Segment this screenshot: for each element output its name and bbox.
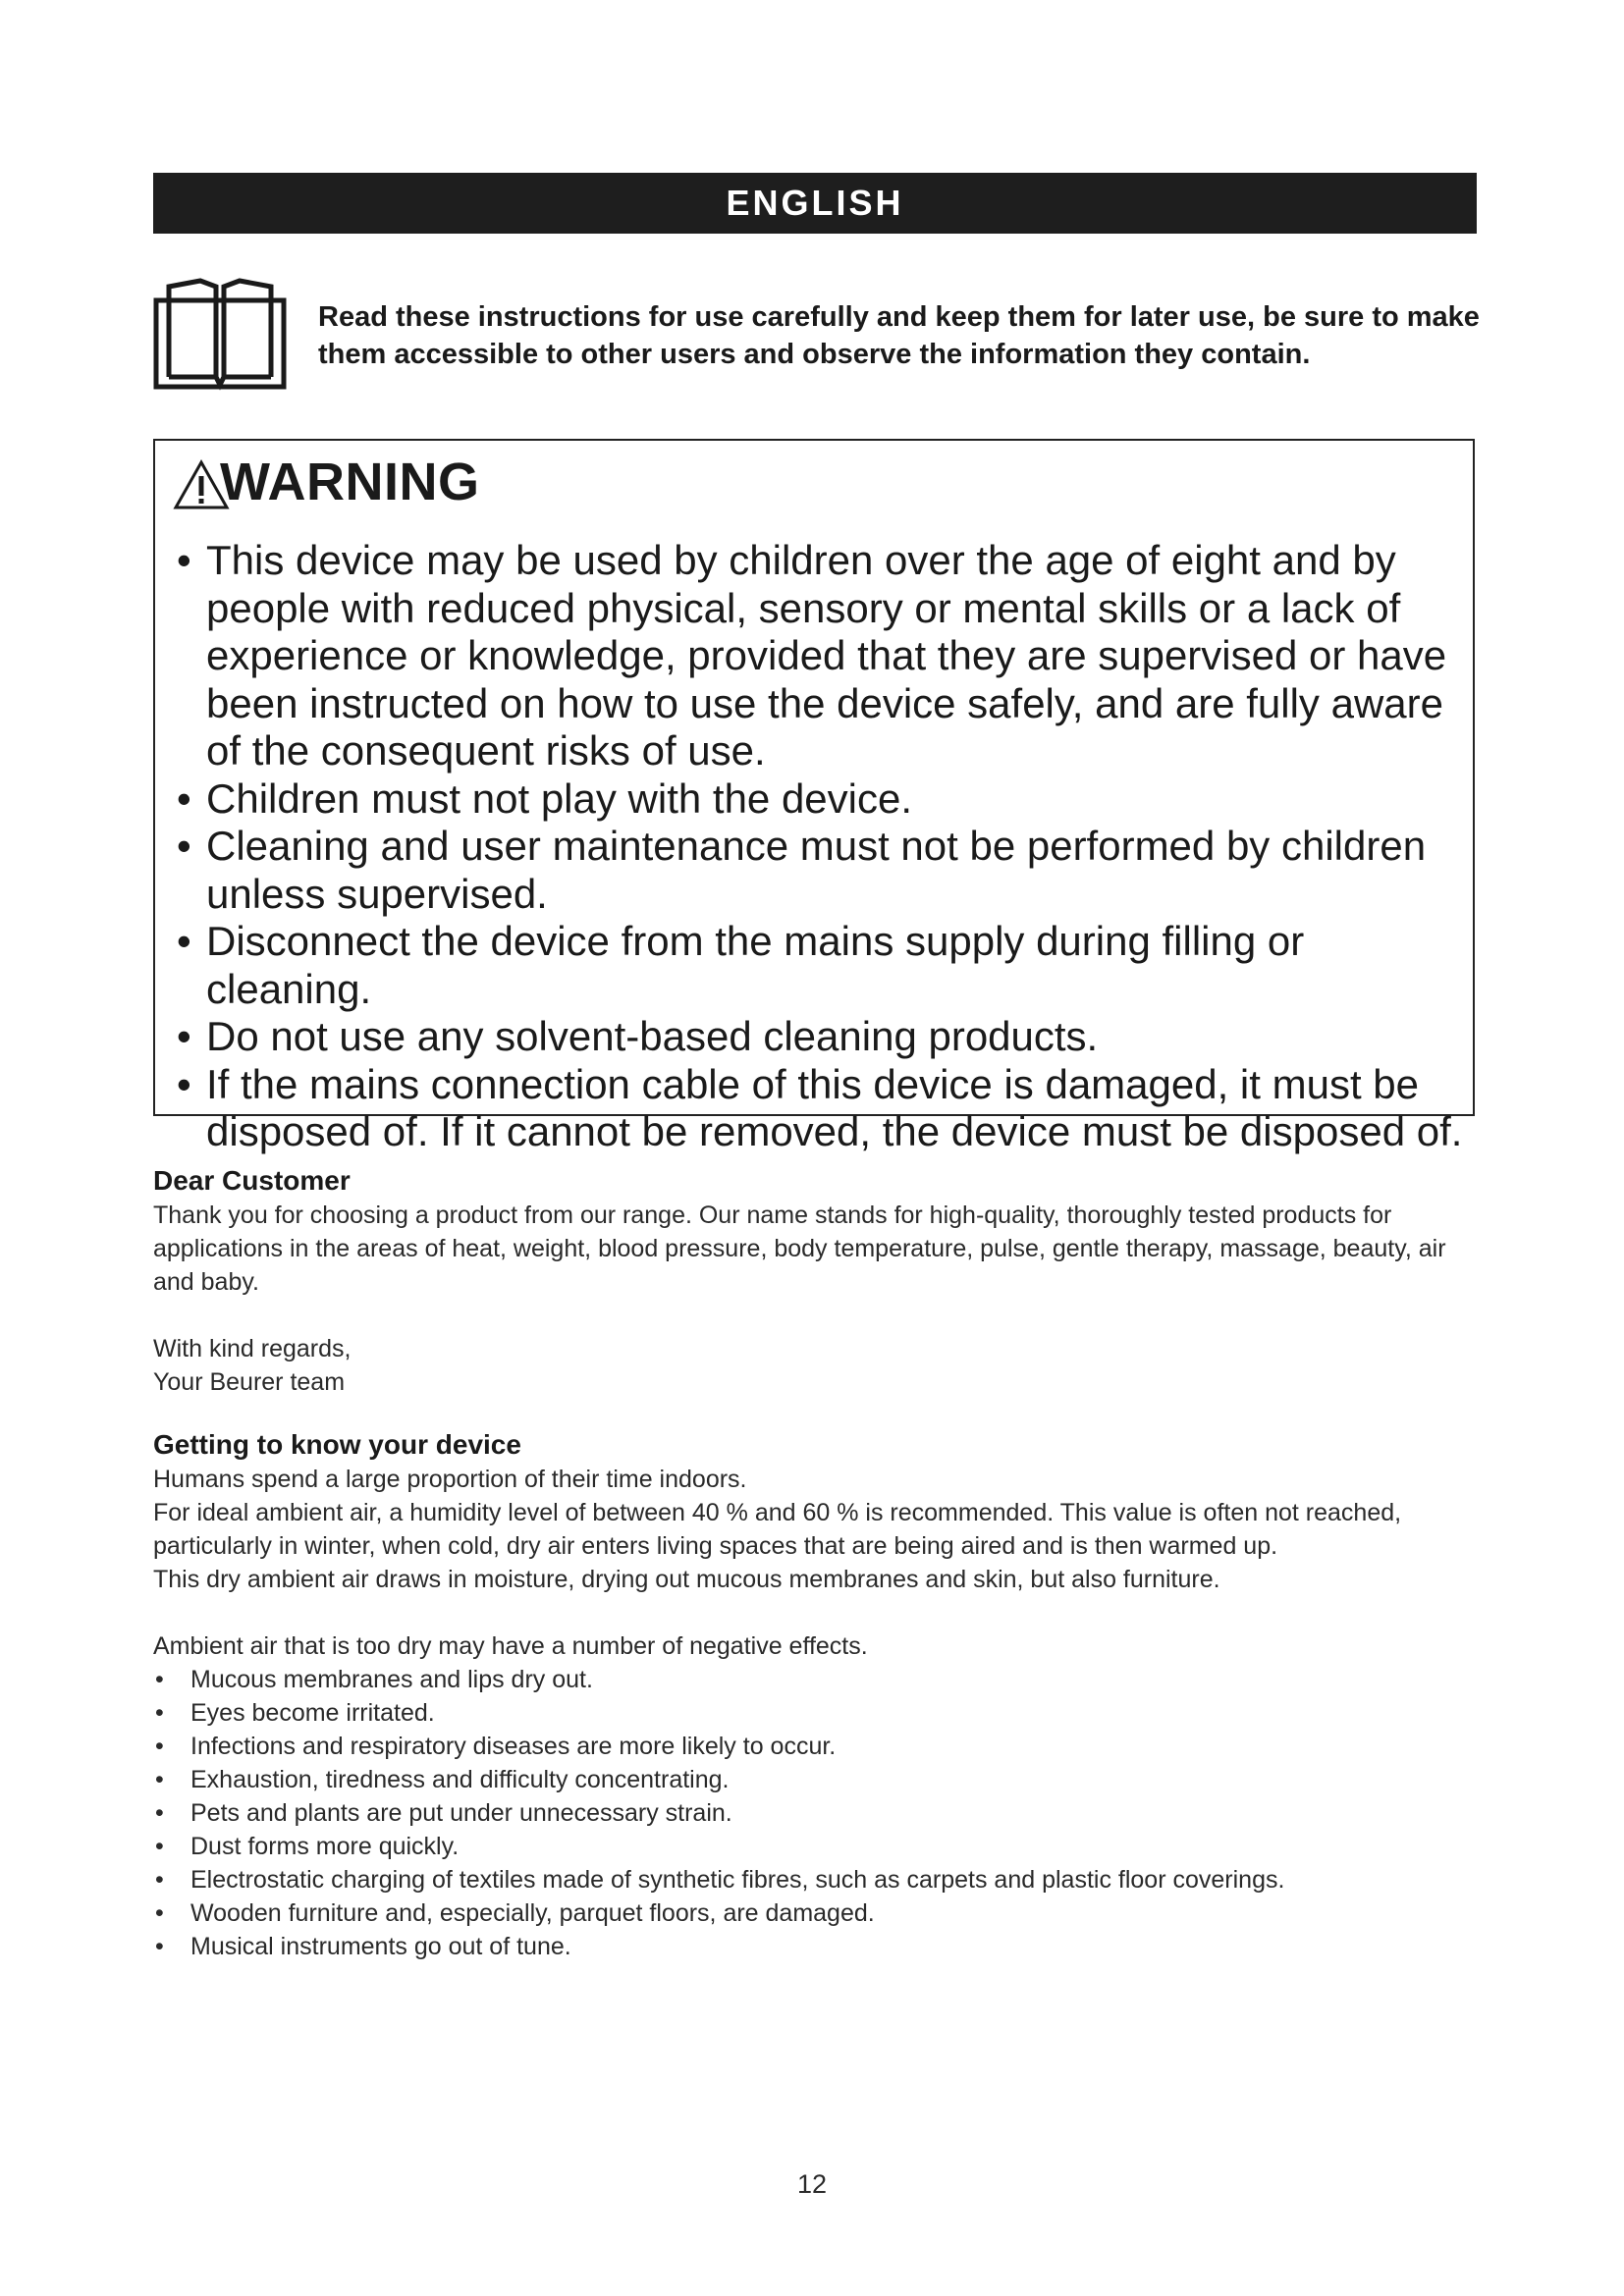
page-number: 12 [796, 2169, 828, 2199]
effects-list-item: • Infections and respiratory diseases are more likely to occur. [153, 1730, 1489, 1763]
bullet-icon: • [155, 1666, 164, 1693]
effects-list-item: • Pets and plants are put under unnecessary strain. [153, 1796, 1489, 1830]
warning-item: • Do not use any solvent-based cleaning products. [177, 1013, 1099, 1059]
effects-intro: Ambient air that is too dry may have a number of negative effects. [153, 1632, 868, 1660]
bullet-icon: • [155, 1899, 164, 1927]
bullet-icon: • [155, 1733, 164, 1760]
dear-customer-section [153, 1163, 1489, 1399]
getting-to-know-heading: Getting to know your device [153, 1429, 521, 1460]
warning-item: • Cleaning and user maintenance must not be performed by children unless supervised. [177, 823, 1427, 917]
getting-to-know-paragraph: Humans spend a large proportion of their time indoors. [153, 1466, 747, 1493]
bullet-icon: • [155, 1766, 164, 1793]
getting-to-know-section [153, 1427, 1489, 1963]
bullet-icon: • [177, 823, 191, 869]
bullet-icon: • [155, 1699, 164, 1727]
effects-list [153, 1663, 1489, 1963]
warning-item: • Disconnect the device from the mains supply during filling or cleaning. [177, 918, 1305, 1012]
effects-list-item: • Exhaustion, tiredness and difficulty concentrating. [153, 1763, 1489, 1796]
effects-list-item: • Wooden furniture and, especially, parquet floors, are damaged. [153, 1896, 1489, 1930]
read-instructions-text [318, 298, 1480, 373]
language-label: ENGLISH [726, 183, 904, 223]
bullet-icon: • [177, 774, 191, 822]
effects-list-item: • Electrostatic charging of textiles made of synthetic fibres, such as carpets and plastic floor coverings. [153, 1863, 1489, 1896]
warning-item: • This device may be used by children over the age of eight and by people with reduced physical, sensory or mental skills or a lack of experience or knowledge, provided that they are supervised or have been instructed on how to use the device safely, and are fully aware of the consequent risks of use. [177, 537, 1447, 774]
team-signature: Your Beurer team [153, 1368, 346, 1396]
language-header-bar [153, 173, 1477, 234]
read-instructions-line-2: them accessible to other users and observe the information they contain. [318, 339, 1311, 370]
dear-customer-body: Thank you for choosing a product from our range. Our name stands for high-quality, thoroughly tested products for applications in the areas of heat, weight, blood pressure, body temperature, pulse, gentle therapy, massage, beauty, air and baby. [153, 1201, 1446, 1296]
warning-box [153, 439, 1475, 1154]
warning-list [173, 537, 1467, 1156]
bullet-icon: • [177, 537, 191, 583]
book-icon [153, 275, 287, 391]
bullet-icon: • [155, 1866, 164, 1894]
effects-list-item: • Mucous membranes and lips dry out. [153, 1663, 1489, 1696]
bullet-icon: • [155, 1799, 164, 1827]
dear-customer-heading: Dear Customer [153, 1165, 351, 1196]
bullet-icon: • [177, 918, 191, 964]
bullet-icon: • [177, 1013, 191, 1059]
warning-item: • Children must not play with the device. [177, 774, 913, 822]
effects-list-item: • Eyes become irritated. [153, 1696, 1489, 1730]
warning-title [173, 453, 479, 511]
effects-list-item: • Dust forms more quickly. [153, 1830, 1489, 1863]
warning-item: • If the mains connection cable of this device is damaged, it must be disposed of. If it cannot be removed, the device must be disposed of. [177, 1060, 1463, 1154]
regards-line: With kind regards, [153, 1335, 352, 1362]
effects-list-item: • Musical instruments go out of tune. [153, 1930, 1489, 1963]
getting-to-know-paragraph: For ideal ambient air, a humidity level of between 40 % and 60 % is recommended. This value is often not reached, particularly in winter, when cold, dry air enters living spaces that are being aired and is then warmed up. [153, 1499, 1402, 1560]
getting-to-know-paragraph: This dry ambient air draws in moisture, drying out mucous membranes and skin, but also furniture. [153, 1566, 1220, 1593]
bullet-icon: • [155, 1833, 164, 1860]
read-instructions-line-1: Read these instructions for use carefully and keep them for later use, be sure to make [318, 301, 1480, 333]
bullet-icon: • [155, 1933, 164, 1960]
warning-heading: WARNING [220, 453, 480, 511]
bullet-icon: • [177, 1060, 191, 1107]
read-instructions-note [153, 275, 1489, 391]
